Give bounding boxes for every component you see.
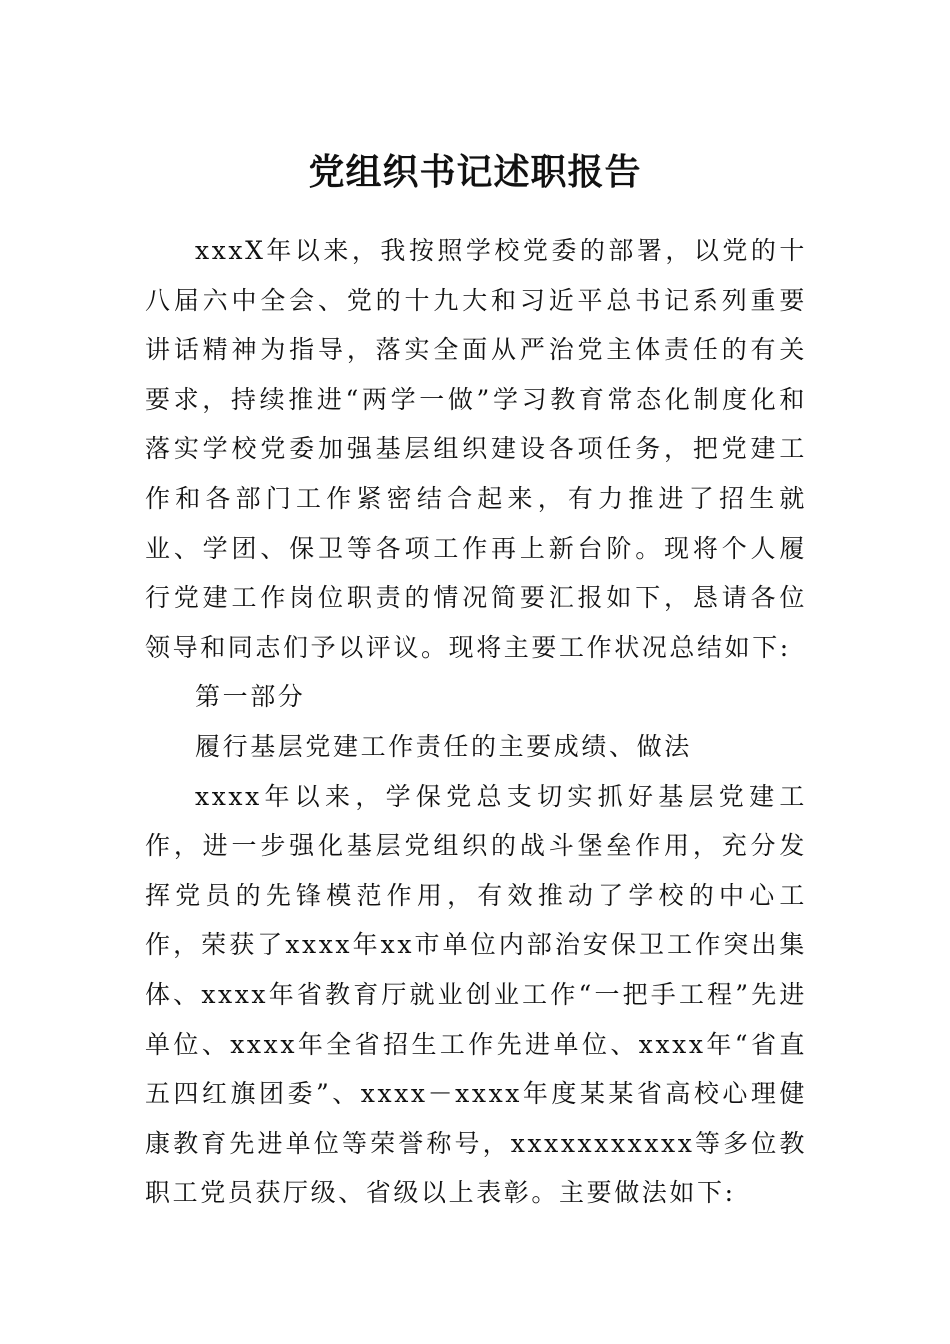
achievements-paragraph: xxxx年以来，学保党总支切实抓好基层党建工作，进一步强化基层党组织的战斗堡垒作用，充分发挥党员的先锋模范作用，有效推动了学校的中心工作，荣获了xxxx年xx市单位内部治安保卫工作突出集体、xxxx年省教育厅就业创业工作“一把手工程”先进单位、xxxx年全省招生工作先进单位、xxxx年“省直五四红旗团委”、xxxx－xxxx年度某某省高校心理健康教育先进单位等荣誉称号，xxxxxxxxxxx等多位教职工党员获厅级、省级以上表彰。主要做法如下: [145,781,807,1208]
section-subheading: 履行基层党建工作责任的主要成绩、做法 [195,731,692,761]
intro-paragraph: xxxX年以来，我按照学校党委的部署，以党的十八届六中全会、党的十九大和习近平总书记系列重要讲话精神为指导，落实全面从严治党主体责任的有关要求，持续推进“两学一做”学习教育常态化制度化和落实学校党委加强基层组织建设各项任务，把党建工作和各部门工作紧密结合起来，有力推进了招生就业、学团、保卫等各项工作再上新台阶。现将个人履行党建工作岗位职责的情况简要汇报如下，恳请各位领导和同志们予以评议。现将主要工作状况总结如下: [145,236,807,662]
document-title: 党组织书记述职报告 [308,151,642,193]
document-body [145,226,807,1218]
section-heading: 第一部分 [195,682,306,712]
